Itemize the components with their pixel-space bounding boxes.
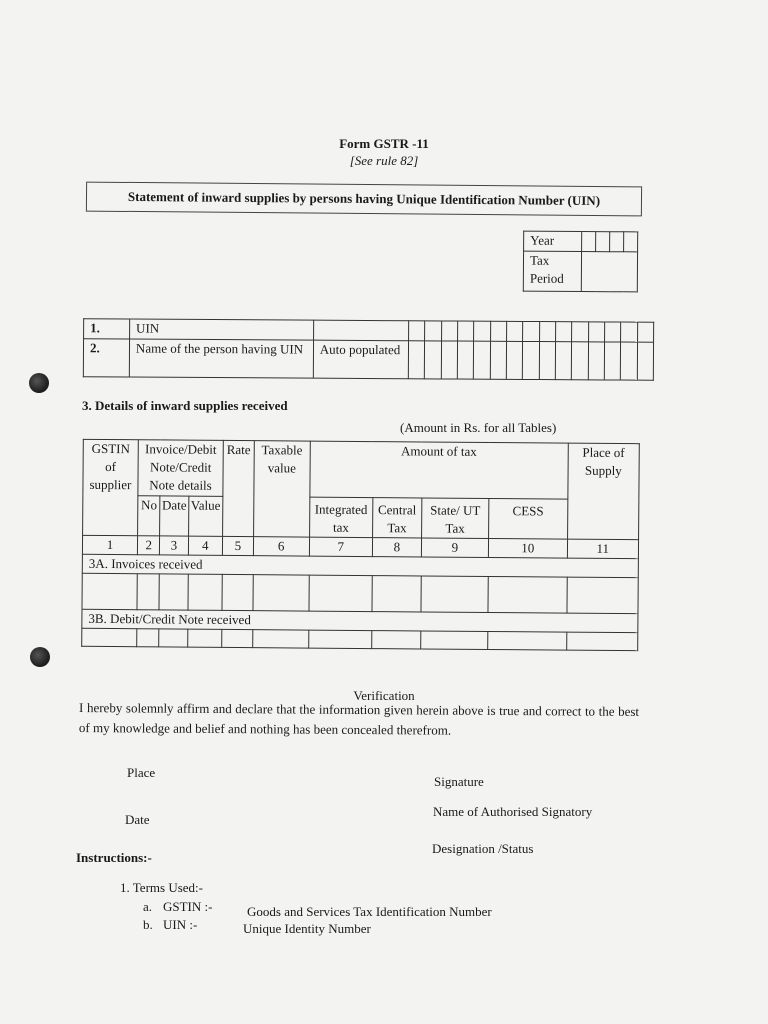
table-cell[interactable]: [372, 631, 421, 649]
verification-title: Verification: [353, 688, 415, 703]
uin-char-cell[interactable]: [408, 321, 424, 341]
year-digit-1[interactable]: [582, 232, 596, 252]
uin-char-cell[interactable]: [457, 321, 473, 341]
auto-populated-value: Auto populated: [313, 340, 408, 379]
table-cell[interactable]: [308, 630, 371, 648]
header-gstin: GSTIN of supplier: [83, 439, 139, 535]
column-number: 4: [188, 536, 223, 555]
table-cell[interactable]: [187, 629, 222, 647]
table-cell[interactable]: [82, 628, 137, 646]
header-place-of-supply: Place of Supply: [567, 443, 639, 540]
punch-hole-top: [29, 373, 49, 393]
person-name-label: Name of the person having UIN: [129, 339, 313, 378]
uin-char-cell[interactable]: [490, 321, 506, 341]
inward-supplies-table: [81, 439, 640, 651]
term-a-definition: Goods and Services Tax Identification Number: [247, 904, 492, 919]
authorised-signatory-label: Name of Authorised Signatory: [433, 804, 593, 819]
table-cell[interactable]: [488, 632, 567, 651]
uin-char-cell[interactable]: [555, 322, 571, 342]
column-number: 2: [137, 536, 160, 555]
table-cell[interactable]: [488, 577, 567, 614]
uin-char-cell[interactable]: [474, 321, 490, 341]
term-a-marker: a.: [143, 899, 153, 914]
name-char-cell[interactable]: [539, 342, 556, 380]
header-amount-of-tax: Amount of tax: [310, 441, 568, 499]
uin-value-field[interactable]: [313, 320, 408, 341]
tax-period-field[interactable]: [581, 252, 637, 292]
signature-label: Signature: [434, 774, 484, 789]
table-cell[interactable]: [309, 575, 372, 611]
name-char-cell[interactable]: [441, 341, 458, 379]
column-number: 9: [421, 538, 488, 558]
column-number: 1: [82, 535, 137, 554]
year-tax-period-table: [523, 231, 638, 293]
header-value: Value: [188, 496, 223, 536]
name-char-cell[interactable]: [637, 342, 654, 380]
table-cell[interactable]: [137, 574, 160, 610]
uin-char-cell[interactable]: [523, 321, 539, 341]
term-b-definition: Unique Identity Number: [243, 921, 371, 936]
column-number: 10: [488, 539, 567, 559]
year-digit-4[interactable]: [624, 232, 638, 252]
year-digit-2[interactable]: [596, 232, 610, 252]
date-label: Date: [125, 812, 150, 827]
name-char-cell[interactable]: [555, 342, 572, 380]
uin-char-cell[interactable]: [539, 322, 555, 342]
name-char-cell[interactable]: [604, 342, 621, 380]
name-char-cell[interactable]: [490, 341, 507, 379]
column-number: 8: [372, 538, 421, 557]
header-central-tax: Central Tax: [372, 498, 421, 538]
table-cell[interactable]: [372, 576, 421, 612]
column-number: 6: [253, 537, 309, 556]
table-cell[interactable]: [222, 629, 253, 647]
amount-note: (Amount in Rs. for all Tables): [400, 420, 557, 435]
name-char-cell[interactable]: [408, 341, 425, 379]
header-state-ut-tax: State/ UT Tax: [421, 498, 489, 539]
uin-char-cell[interactable]: [588, 322, 604, 342]
form-rule: [See rule 82]: [349, 153, 419, 168]
column-number: 5: [223, 536, 254, 555]
name-char-cell[interactable]: [506, 341, 523, 379]
uin-char-cell[interactable]: [637, 322, 653, 342]
table-cell[interactable]: [82, 573, 137, 609]
term-b-marker: b.: [143, 917, 153, 932]
column-number: 7: [309, 537, 372, 556]
table-cell[interactable]: [252, 630, 308, 648]
table-cell[interactable]: [421, 631, 488, 650]
year-digit-3[interactable]: [610, 232, 624, 252]
table-cell[interactable]: [222, 574, 253, 610]
uin-char-cell[interactable]: [572, 322, 588, 342]
header-taxable-value: Taxable value: [253, 441, 310, 537]
uin-char-cell[interactable]: [604, 322, 620, 342]
uin-label: UIN: [130, 319, 314, 340]
name-char-cell[interactable]: [621, 342, 638, 380]
row-number: 2.: [83, 339, 129, 377]
place-label: Place: [127, 765, 156, 780]
table-cell[interactable]: [421, 576, 489, 613]
name-char-cell[interactable]: [474, 341, 491, 379]
row-3a-invoices-received: 3A. Invoices received: [82, 554, 638, 577]
name-char-cell[interactable]: [572, 342, 589, 380]
term-a-name: GSTIN :-: [163, 899, 213, 914]
term-b-name: UIN :-: [163, 917, 198, 932]
name-char-cell[interactable]: [457, 341, 474, 379]
verification-text: I hereby solemnly affirm and declare that the information given herein above is true and correct to the best of my knowledge and belief and nothing has been concealed therefrom.: [78, 700, 640, 738]
column-number: 11: [567, 539, 639, 559]
table-cell[interactable]: [567, 577, 639, 614]
table-cell[interactable]: [187, 574, 222, 610]
designation-label: Designation /Status: [432, 841, 534, 856]
table-cell[interactable]: [159, 574, 187, 610]
instructions-title: Instructions:-: [76, 850, 152, 865]
table-cell[interactable]: [159, 629, 187, 647]
header-rate: Rate: [223, 440, 254, 536]
form-title: Form GSTR -11: [339, 136, 429, 151]
header-invoice-details: Invoice/Debit Note/Credit Note details: [138, 440, 224, 497]
statement-title: Statement of inward supplies by persons having Unique Identification Number (UIN): [86, 182, 642, 217]
row-3b-debit-credit-note: 3B. Debit/Credit Note received: [82, 609, 638, 632]
uin-char-cell[interactable]: [506, 321, 522, 341]
table-cell[interactable]: [253, 575, 309, 611]
uin-char-cell[interactable]: [441, 321, 457, 341]
name-char-cell[interactable]: [588, 342, 605, 380]
header-cess: CESS: [489, 499, 568, 540]
section-3-title: 3. Details of inward supplies received: [82, 398, 288, 413]
year-label: Year: [524, 231, 582, 251]
table-cell[interactable]: [137, 629, 160, 647]
terms-used-heading: 1. Terms Used:-: [120, 880, 203, 895]
uin-char-cell[interactable]: [621, 322, 637, 342]
name-char-cell[interactable]: [424, 341, 441, 379]
name-char-cell[interactable]: [523, 341, 540, 379]
uin-char-cell[interactable]: [425, 321, 441, 341]
column-number: 3: [160, 536, 188, 555]
uin-table: [83, 318, 654, 380]
table-cell[interactable]: [566, 632, 638, 651]
row-number: 1.: [84, 319, 130, 339]
tax-period-label: Tax Period: [523, 251, 581, 291]
punch-hole-bottom: [30, 647, 50, 667]
header-no: No: [138, 496, 161, 536]
header-integrated-tax: Integrated tax: [309, 497, 372, 537]
header-date: Date: [160, 496, 188, 536]
